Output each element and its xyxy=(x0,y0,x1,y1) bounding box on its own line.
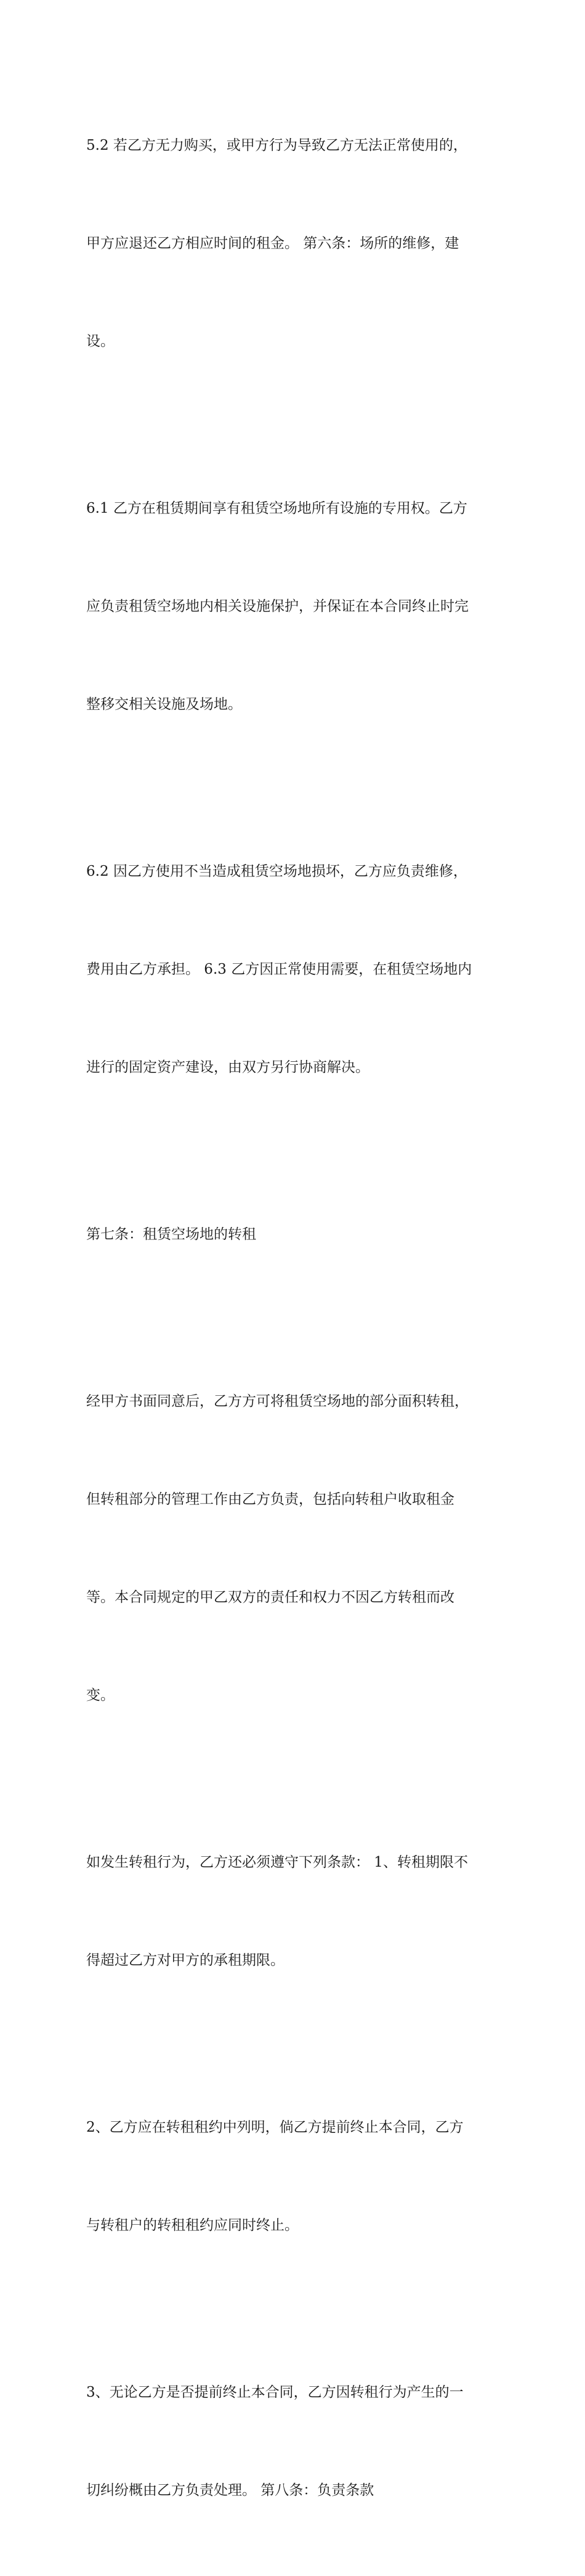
text-line: 费用由乙方承担。 6.3 乙方因正常使用需要，在租赁空场地内 xyxy=(86,961,472,977)
paragraph-6-1 xyxy=(86,427,505,786)
paragraph-6-2 xyxy=(86,790,505,1149)
section-heading-7 xyxy=(86,1153,505,1316)
paragraph-term-2 xyxy=(86,2046,505,2307)
paragraph-sublease-terms xyxy=(86,1781,505,2042)
text-line: 第七条：租赁空场地的转租 xyxy=(86,1226,256,1242)
paragraph-sublease xyxy=(86,1320,505,1777)
text-line: 应负责租赁空场地内相关设施保护，并保证在本合同终止时完 xyxy=(86,598,469,614)
text-line: 设。 xyxy=(86,333,115,349)
text-line: 6.1 乙方在租赁期间享有租赁空场地所有设施的专用权。乙方 xyxy=(86,500,467,516)
document-body xyxy=(86,64,505,2576)
text-line: 变。 xyxy=(86,1687,115,1703)
text-line: 如发生转租行为，乙方还必须遵守下列条款： 1、转租期限不 xyxy=(86,1854,468,1870)
text-line: 进行的固定资产建设，由双方另行协商解决。 xyxy=(86,1059,369,1075)
text-line: 但转租部分的管理工作由乙方负责，包括向转租户收取租金 xyxy=(86,1491,454,1507)
text-line: 甲方应退还乙方相应时间的租金。 第六条：场所的维修，建 xyxy=(86,235,459,251)
paragraph-term-3 xyxy=(86,2311,505,2572)
text-line: 3、无论乙方是否提前终止本合同，乙方因转租行为产生的一 xyxy=(86,2384,464,2400)
text-line: 与转租户的转租租约应同时终止。 xyxy=(86,2217,299,2233)
text-line: 等。本合同规定的甲乙双方的责任和权力不因乙方转租而改 xyxy=(86,1589,454,1605)
text-line: 经甲方书面同意后，乙方方可将租赁空场地的部分面积转租， xyxy=(86,1393,469,1409)
text-line: 切纠纷概由乙方负责处理。 第八条：负责条款 xyxy=(86,2482,374,2498)
text-line: 6.2 因乙方使用不当造成租赁空场地损坏，乙方应负责维修， xyxy=(86,863,467,879)
text-line: 5.2 若乙方无力购买，或甲方行为导致乙方无法正常使用的， xyxy=(86,137,467,153)
text-line: 整移交相关设施及场地。 xyxy=(86,696,242,712)
text-line: 2、乙方应在转租租约中列明，倘乙方提前终止本合同，乙方 xyxy=(86,2119,464,2135)
paragraph-5-2 xyxy=(86,64,505,423)
text-line: 得超过乙方对甲方的承租期限。 xyxy=(86,1952,284,1968)
